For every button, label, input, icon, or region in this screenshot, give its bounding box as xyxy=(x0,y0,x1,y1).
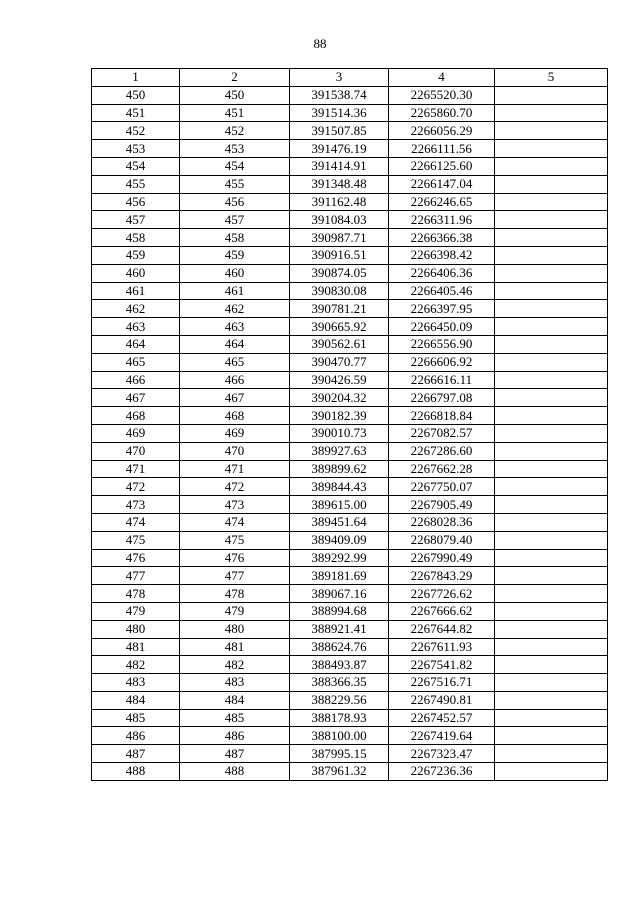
table-cell-col-4: 2267990.49 xyxy=(389,549,495,567)
table-cell-col-4: 2267905.49 xyxy=(389,496,495,514)
table-cell-col-2: 479 xyxy=(180,602,290,620)
table-cell-col-4: 2266125.60 xyxy=(389,157,495,175)
table-cell-col-3: 390665.92 xyxy=(290,318,389,336)
table-cell-col-5 xyxy=(495,531,608,549)
page-number: 88 xyxy=(313,36,327,51)
table-cell-col-5 xyxy=(495,140,608,158)
table-row xyxy=(92,229,608,247)
table-cell-col-3: 391476.19 xyxy=(290,140,389,158)
table-cell-col-5 xyxy=(495,229,608,247)
table-row xyxy=(92,140,608,158)
table-cell-col-4: 2265860.70 xyxy=(389,104,495,122)
table-row xyxy=(92,264,608,282)
table-cell-col-1: 451 xyxy=(92,104,180,122)
table-cell-col-4: 2266606.92 xyxy=(389,353,495,371)
table-cell-col-2: 460 xyxy=(180,264,290,282)
table-cell-col-3: 389844.43 xyxy=(290,478,389,496)
table-cell-col-3: 390874.05 xyxy=(290,264,389,282)
column-header-2: 2 xyxy=(180,69,290,87)
table-row xyxy=(92,478,608,496)
table-cell-col-5 xyxy=(495,513,608,531)
column-header-1: 1 xyxy=(92,69,180,87)
table-cell-col-1: 487 xyxy=(92,745,180,763)
table-row xyxy=(92,389,608,407)
table-cell-col-1: 483 xyxy=(92,674,180,692)
table-cell-col-2: 475 xyxy=(180,531,290,549)
table-cell-col-3: 390182.39 xyxy=(290,407,389,425)
table-cell-col-5 xyxy=(495,691,608,709)
table-cell-col-4: 2266246.65 xyxy=(389,193,495,211)
table-cell-col-1: 471 xyxy=(92,460,180,478)
table-cell-col-5 xyxy=(495,727,608,745)
table-row xyxy=(92,193,608,211)
table-cell-col-5 xyxy=(495,193,608,211)
table-cell-col-4: 2267419.64 xyxy=(389,727,495,745)
table-row xyxy=(92,531,608,549)
table-row xyxy=(92,86,608,104)
table-cell-col-5 xyxy=(495,602,608,620)
table-row xyxy=(92,709,608,727)
table-cell-col-3: 390781.21 xyxy=(290,300,389,318)
table-cell-col-5 xyxy=(495,674,608,692)
table-cell-col-4: 2266406.36 xyxy=(389,264,495,282)
table-cell-col-5 xyxy=(495,496,608,514)
table-cell-col-3: 388100.00 xyxy=(290,727,389,745)
table-cell-col-3: 389067.16 xyxy=(290,585,389,603)
table-cell-col-3: 391507.85 xyxy=(290,122,389,140)
table-cell-col-2: 487 xyxy=(180,745,290,763)
table-cell-col-3: 388994.68 xyxy=(290,602,389,620)
table-cell-col-2: 458 xyxy=(180,229,290,247)
table-cell-col-1: 480 xyxy=(92,620,180,638)
table-cell-col-5 xyxy=(495,122,608,140)
table-row xyxy=(92,763,608,781)
table-cell-col-4: 2267236.36 xyxy=(389,763,495,781)
table-cell-col-5 xyxy=(495,371,608,389)
table-row xyxy=(92,407,608,425)
table-cell-col-5 xyxy=(495,656,608,674)
table-cell-col-1: 458 xyxy=(92,229,180,247)
table-cell-col-5 xyxy=(495,353,608,371)
table-cell-col-4: 2267662.28 xyxy=(389,460,495,478)
table-cell-col-4: 2267843.29 xyxy=(389,567,495,585)
table-cell-col-2: 466 xyxy=(180,371,290,389)
table-row xyxy=(92,513,608,531)
table-cell-col-5 xyxy=(495,300,608,318)
table-cell-col-1: 466 xyxy=(92,371,180,389)
table-cell-col-5 xyxy=(495,478,608,496)
column-header-5: 5 xyxy=(495,69,608,87)
table-cell-col-3: 388493.87 xyxy=(290,656,389,674)
table-cell-col-2: 485 xyxy=(180,709,290,727)
table-cell-col-2: 462 xyxy=(180,300,290,318)
table-cell-col-1: 467 xyxy=(92,389,180,407)
table-cell-col-1: 477 xyxy=(92,567,180,585)
table-cell-col-1: 482 xyxy=(92,656,180,674)
table-cell-col-2: 455 xyxy=(180,175,290,193)
table-row xyxy=(92,211,608,229)
table-body xyxy=(92,86,608,780)
table-cell-col-1: 464 xyxy=(92,335,180,353)
table-cell-col-3: 390562.61 xyxy=(290,335,389,353)
table-cell-col-1: 476 xyxy=(92,549,180,567)
table-row xyxy=(92,122,608,140)
table-cell-col-4: 2267323.47 xyxy=(389,745,495,763)
table-cell-col-4: 2266397.95 xyxy=(389,300,495,318)
table-cell-col-2: 471 xyxy=(180,460,290,478)
table-cell-col-5 xyxy=(495,157,608,175)
table-cell-col-2: 470 xyxy=(180,442,290,460)
table-cell-col-5 xyxy=(495,389,608,407)
table-cell-col-4: 2266616.11 xyxy=(389,371,495,389)
table-cell-col-3: 390830.08 xyxy=(290,282,389,300)
table-cell-col-5 xyxy=(495,175,608,193)
table-cell-col-4: 2267452.57 xyxy=(389,709,495,727)
table-cell-col-3: 390426.59 xyxy=(290,371,389,389)
table-cell-col-5 xyxy=(495,442,608,460)
table-cell-col-5 xyxy=(495,246,608,264)
table-cell-col-1: 479 xyxy=(92,602,180,620)
table-row xyxy=(92,104,608,122)
table-cell-col-3: 391414.91 xyxy=(290,157,389,175)
table-cell-col-4: 2267644.82 xyxy=(389,620,495,638)
table-cell-col-5 xyxy=(495,460,608,478)
table-row xyxy=(92,282,608,300)
table-cell-col-2: 480 xyxy=(180,620,290,638)
table-cell-col-1: 484 xyxy=(92,691,180,709)
table-cell-col-1: 475 xyxy=(92,531,180,549)
table-cell-col-1: 450 xyxy=(92,86,180,104)
table-cell-col-2: 483 xyxy=(180,674,290,692)
table-cell-col-1: 456 xyxy=(92,193,180,211)
table-cell-col-4: 2266818.84 xyxy=(389,407,495,425)
table-cell-col-1: 485 xyxy=(92,709,180,727)
table-cell-col-2: 482 xyxy=(180,656,290,674)
table-cell-col-1: 465 xyxy=(92,353,180,371)
column-header-4: 4 xyxy=(389,69,495,87)
table-cell-col-5 xyxy=(495,407,608,425)
table-cell-col-2: 488 xyxy=(180,763,290,781)
table-cell-col-3: 388921.41 xyxy=(290,620,389,638)
table-cell-col-1: 488 xyxy=(92,763,180,781)
table-cell-col-4: 2266797.08 xyxy=(389,389,495,407)
table-cell-col-3: 389615.00 xyxy=(290,496,389,514)
table-cell-col-3: 388366.35 xyxy=(290,674,389,692)
table-cell-col-1: 459 xyxy=(92,246,180,264)
table-cell-col-2: 463 xyxy=(180,318,290,336)
table-cell-col-3: 387961.32 xyxy=(290,763,389,781)
table-cell-col-2: 476 xyxy=(180,549,290,567)
table-cell-col-2: 478 xyxy=(180,585,290,603)
table-cell-col-4: 2266147.04 xyxy=(389,175,495,193)
table-row xyxy=(92,157,608,175)
table-cell-col-1: 481 xyxy=(92,638,180,656)
table-cell-col-2: 451 xyxy=(180,104,290,122)
table-cell-col-5 xyxy=(495,318,608,336)
table-cell-col-4: 2266450.09 xyxy=(389,318,495,336)
table-row xyxy=(92,246,608,264)
table-row xyxy=(92,691,608,709)
table-cell-col-2: 464 xyxy=(180,335,290,353)
table-cell-col-5 xyxy=(495,282,608,300)
table-cell-col-5 xyxy=(495,620,608,638)
table-row xyxy=(92,745,608,763)
table-cell-col-2: 477 xyxy=(180,567,290,585)
table-row xyxy=(92,549,608,567)
table-cell-col-4: 2267490.81 xyxy=(389,691,495,709)
table-cell-col-2: 472 xyxy=(180,478,290,496)
table-cell-col-4: 2266366.38 xyxy=(389,229,495,247)
table-cell-col-4: 2267286.60 xyxy=(389,442,495,460)
table-cell-col-2: 467 xyxy=(180,389,290,407)
table-cell-col-3: 387995.15 xyxy=(290,745,389,763)
table-cell-col-5 xyxy=(495,211,608,229)
table-cell-col-1: 478 xyxy=(92,585,180,603)
table-cell-col-1: 474 xyxy=(92,513,180,531)
table-cell-col-4: 2266111.56 xyxy=(389,140,495,158)
table-cell-col-3: 390916.51 xyxy=(290,246,389,264)
table-cell-col-2: 450 xyxy=(180,86,290,104)
table-cell-col-1: 460 xyxy=(92,264,180,282)
table-row xyxy=(92,656,608,674)
table-cell-col-5 xyxy=(495,335,608,353)
table-cell-col-1: 472 xyxy=(92,478,180,496)
table-cell-col-1: 463 xyxy=(92,318,180,336)
table-cell-col-2: 456 xyxy=(180,193,290,211)
table-cell-col-4: 2266056.29 xyxy=(389,122,495,140)
table-row xyxy=(92,300,608,318)
table-cell-col-3: 389899.62 xyxy=(290,460,389,478)
table-cell-col-3: 388178.93 xyxy=(290,709,389,727)
table-row xyxy=(92,353,608,371)
table-cell-col-5 xyxy=(495,585,608,603)
table-cell-col-3: 388229.56 xyxy=(290,691,389,709)
table-cell-col-1: 455 xyxy=(92,175,180,193)
table-cell-col-3: 391538.74 xyxy=(290,86,389,104)
table-cell-col-2: 469 xyxy=(180,424,290,442)
table-row xyxy=(92,318,608,336)
table-cell-col-5 xyxy=(495,264,608,282)
table-row xyxy=(92,638,608,656)
table-cell-col-3: 391162.48 xyxy=(290,193,389,211)
table-cell-col-2: 484 xyxy=(180,691,290,709)
table-cell-col-2: 473 xyxy=(180,496,290,514)
table-cell-col-2: 459 xyxy=(180,246,290,264)
column-header-3: 3 xyxy=(290,69,389,87)
table-cell-col-3: 391514.36 xyxy=(290,104,389,122)
table-cell-col-4: 2266556.90 xyxy=(389,335,495,353)
table-cell-col-5 xyxy=(495,763,608,781)
table-cell-col-1: 454 xyxy=(92,157,180,175)
table-cell-col-4: 2267082.57 xyxy=(389,424,495,442)
table-cell-col-3: 391348.48 xyxy=(290,175,389,193)
table-cell-col-3: 389181.69 xyxy=(290,567,389,585)
table-cell-col-1: 457 xyxy=(92,211,180,229)
table-row xyxy=(92,567,608,585)
table-cell-col-4: 2267726.62 xyxy=(389,585,495,603)
table-cell-col-2: 486 xyxy=(180,727,290,745)
table-cell-col-4: 2265520.30 xyxy=(389,86,495,104)
table-cell-col-5 xyxy=(495,638,608,656)
table-cell-col-2: 468 xyxy=(180,407,290,425)
table-cell-col-5 xyxy=(495,104,608,122)
table-cell-col-4: 2267750.07 xyxy=(389,478,495,496)
table-cell-col-3: 390470.77 xyxy=(290,353,389,371)
table-cell-col-5 xyxy=(495,424,608,442)
table-cell-col-1: 486 xyxy=(92,727,180,745)
table-cell-col-5 xyxy=(495,709,608,727)
table-cell-col-2: 465 xyxy=(180,353,290,371)
table-cell-col-2: 474 xyxy=(180,513,290,531)
table-cell-col-2: 453 xyxy=(180,140,290,158)
table-cell-col-5 xyxy=(495,745,608,763)
table-cell-col-2: 461 xyxy=(180,282,290,300)
table-row xyxy=(92,335,608,353)
table-row xyxy=(92,674,608,692)
table-cell-col-4: 2266405.46 xyxy=(389,282,495,300)
table-cell-col-2: 457 xyxy=(180,211,290,229)
table-cell-col-2: 481 xyxy=(180,638,290,656)
table-cell-col-4: 2267611.93 xyxy=(389,638,495,656)
table-cell-col-4: 2266311.96 xyxy=(389,211,495,229)
table-cell-col-4: 2267541.82 xyxy=(389,656,495,674)
table-cell-col-3: 388624.76 xyxy=(290,638,389,656)
table-cell-col-4: 2267666.62 xyxy=(389,602,495,620)
table-cell-col-1: 462 xyxy=(92,300,180,318)
table-cell-col-1: 470 xyxy=(92,442,180,460)
table-cell-col-4: 2268028.36 xyxy=(389,513,495,531)
table-cell-col-3: 390987.71 xyxy=(290,229,389,247)
table-cell-col-5 xyxy=(495,567,608,585)
table-cell-col-3: 391084.03 xyxy=(290,211,389,229)
table-cell-col-3: 389409.09 xyxy=(290,531,389,549)
table-row xyxy=(92,585,608,603)
table-cell-col-5 xyxy=(495,549,608,567)
table-row xyxy=(92,371,608,389)
table-row xyxy=(92,442,608,460)
table-cell-col-3: 389927.63 xyxy=(290,442,389,460)
table-cell-col-4: 2266398.42 xyxy=(389,246,495,264)
table-cell-col-1: 461 xyxy=(92,282,180,300)
table-cell-col-1: 453 xyxy=(92,140,180,158)
table-cell-col-1: 468 xyxy=(92,407,180,425)
table-row xyxy=(92,620,608,638)
table-row xyxy=(92,602,608,620)
table-cell-col-2: 454 xyxy=(180,157,290,175)
table-row xyxy=(92,424,608,442)
table-cell-col-1: 473 xyxy=(92,496,180,514)
table-row xyxy=(92,496,608,514)
table-cell-col-4: 2268079.40 xyxy=(389,531,495,549)
table-row xyxy=(92,175,608,193)
table-row xyxy=(92,460,608,478)
table-cell-col-4: 2267516.71 xyxy=(389,674,495,692)
table-cell-col-5 xyxy=(495,86,608,104)
coordinates-table xyxy=(91,68,608,781)
table-cell-col-3: 390010.73 xyxy=(290,424,389,442)
table-header-row xyxy=(92,69,608,87)
table-cell-col-3: 389292.99 xyxy=(290,549,389,567)
table-cell-col-1: 469 xyxy=(92,424,180,442)
table-row xyxy=(92,727,608,745)
table-cell-col-3: 389451.64 xyxy=(290,513,389,531)
table-cell-col-2: 452 xyxy=(180,122,290,140)
table-cell-col-1: 452 xyxy=(92,122,180,140)
table-cell-col-3: 390204.32 xyxy=(290,389,389,407)
